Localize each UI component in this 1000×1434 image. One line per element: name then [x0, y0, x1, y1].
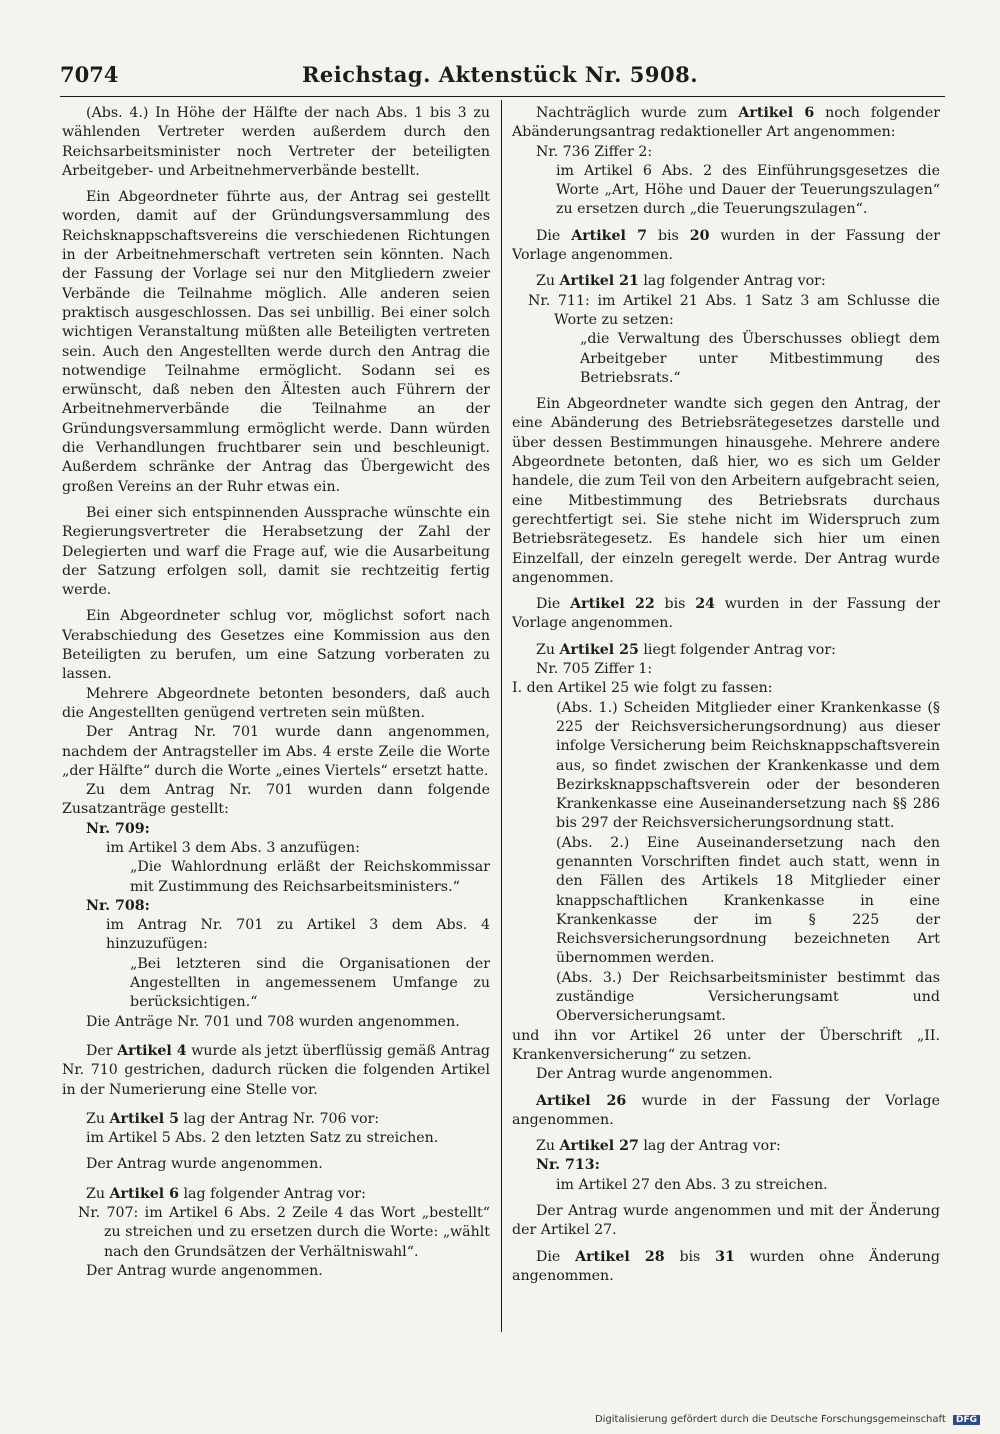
paragraph — [512, 1092, 940, 1131]
motion-number: Nr. 736 Ziffer 2: — [536, 143, 653, 160]
article-reference: 24 — [695, 596, 715, 613]
motion-number: Nr. 713: — [536, 1157, 600, 1174]
paragraph-text: bis — [654, 596, 696, 613]
paragraph: Zu dem Antrag Nr. 701 wurden dann folgende Zusatzanträge gestellt: — [62, 782, 490, 818]
page-header — [60, 58, 940, 98]
paragraph-text: Zu — [86, 1110, 110, 1127]
article-reference: Artikel 6 — [738, 105, 815, 121]
paragraph-text: Der — [86, 1042, 118, 1059]
right-column — [512, 104, 940, 1286]
paragraph — [62, 1110, 490, 1129]
running-title: Reichstag. Aktenstück Nr. 5908. — [301, 62, 699, 87]
paragraph-text: lag der Antrag Nr. 706 vor: — [179, 1110, 380, 1127]
motion-number: Nr. 705 Ziffer 1: — [536, 661, 653, 678]
paragraph-text: lag folgender Antrag vor: — [638, 273, 826, 290]
motion-text: im Antrag Nr. 701 zu Artikel 3 dem Abs. 4 hinzuzufügen: — [106, 917, 490, 953]
paragraph-text: lag folgender Antrag vor: — [179, 1185, 366, 1202]
article-reference: Artikel 28 — [575, 1248, 665, 1265]
paragraph — [512, 641, 940, 660]
paragraph-text: bis — [647, 227, 690, 244]
footer-credit — [595, 1414, 980, 1425]
article-reference: Artikel 27 — [559, 1138, 639, 1155]
left-column — [62, 104, 490, 1281]
paragraph-text: wurden ohne Änderung angenommen. — [512, 1248, 941, 1284]
article-reference: Artikel 4 — [117, 1042, 187, 1059]
paragraph — [62, 1185, 490, 1204]
paragraph — [512, 1248, 940, 1287]
motion-text: im Artikel 27 den Abs. 3 zu streichen. — [556, 1176, 828, 1193]
paragraph-text: Zu — [536, 273, 560, 290]
paragraph: Der Antrag wurde angenommen. — [536, 1066, 773, 1083]
paragraph: Ein Abgeordneter schlug vor, möglichst sofort nach Verabschiedung des Gesetzes eine Kommission aus den Beteiligten zu berufen, um eine Satzung vorberaten zu lassen. — [62, 608, 490, 683]
dfg-logo: DFG — [953, 1415, 980, 1425]
paragraph: Der Antrag wurde angenommen. — [86, 1262, 323, 1279]
motion-text: Nr. 707: im Artikel 6 Abs. 2 Zeile 4 das Wort „bestellt“ zu streichen und zu ersetzen durch die Worte: „wählt nach den Grundsätzen der Verhältniswahl“. — [78, 1205, 490, 1260]
paragraph-text: Zu — [536, 1138, 560, 1155]
paragraph — [512, 595, 940, 634]
motion-quote: (Abs. 2.) Eine Auseinandersetzung nach den genannten Vorschriften findet auch statt, wenn in den Fällen des Artikels 18 Mitglieder einer knappschaftlichen Krankenkasse in eine Krankenkasse der im § 225 der Reichsversicherungsordnung bezeichneten Art übernommen werden. — [556, 834, 940, 967]
paragraph — [512, 1137, 940, 1156]
paragraph: (Abs. 4.) In Höhe der Hälfte der nach Abs. 1 bis 3 zu wählenden Vertreter werden außerdem durch den Reichsarbeitsminister noch Vertreter der beteiligten Arbeitgeber- und Arbeitnehmerverbände bestellt. — [62, 105, 490, 179]
motion-number: Nr. 708: — [86, 897, 150, 914]
paragraph — [512, 227, 940, 266]
paragraph-text: noch folgender Abänderungsantrag redaktioneller Art angenommen: — [512, 105, 940, 141]
header-rule — [60, 96, 945, 97]
motion-text: im Artikel 6 Abs. 2 des Einführungsgesetzes die Worte „Art, Höhe und Dauer der Teuerungszulagen“ zu ersetzen durch „die Teuerungszulagen“. — [556, 162, 940, 218]
motion-number: Nr. 709: — [86, 820, 150, 837]
article-reference: Artikel 5 — [109, 1110, 179, 1127]
paragraph: Ein Abgeordneter wandte sich gegen den Antrag, der eine Abänderung des Betriebsrätegesetzes darstelle und über dessen Bestimmungen hinausgehe. Mehrere andere Abgeordnete betonten, daß hier, wo es sich um Gelder handele, die zum Teil von den Arbeitern aufgebracht seien, eine Mitbestimmung des Betriebsrats durchaus gerechtfertigt sei. Sie stehe nicht im Widerspruch zum Betriebsrätegesetz. Es handele sich hier um einen Einzelfall, der einzeln geregelt werde. Der Antrag wurde angenommen. — [512, 396, 940, 586]
article-reference: Artikel 25 — [559, 641, 639, 658]
motion-text: I. den Artikel 25 wie folgt zu fassen: — [512, 680, 773, 697]
article-reference: Artikel 21 — [559, 273, 639, 290]
motion-quote: „Die Wahlordnung erläßt der Reichskommissar mit Zustimmung des Reichsarbeitsministers.“ — [130, 859, 490, 895]
article-reference: Artikel 26 — [536, 1092, 627, 1109]
paragraph-text: Zu — [86, 1185, 110, 1202]
motion-quote: (Abs. 1.) Scheiden Mitglieder einer Krankenkasse (§ 225 der Reichsversicherungsordnung) aus dieser infolge Versicherung beim Reichsknappschaftsverein aus, so findet zwischen der Krankenkasse und dem Bezirksknappschaftsverein oder der besonderen Krankenkasse eine Auseinandersetzung nach §§ 286 bis 297 der Reichsversicherungsordnung statt. — [556, 699, 940, 832]
paragraph — [512, 272, 940, 291]
paragraph-text: wurden in der Fassung der Vorlage angenommen. — [512, 596, 940, 632]
paragraph: Ein Abgeordneter führte aus, der Antrag sei gestellt worden, damit auf der Gründungsversammlung des Reichsknappschaftsvereins die verschiedenen Richtungen in der Arbeitnehmerschaft vertreten sein könnten. Nach der Fassung der Vorlage sei nur den Mitgliedern zweier Verbände die Teilnahme möglich. Alle anderen seien praktisch ausgeschlossen. Das sei unbillig. Bei einer solch wichtigen Veranstaltung müßten alle Beteiligten vertreten sein. Auch den Angestellten werde durch den Antrag die notwendige Teilnahme ermöglicht. Sodann sei es erwünscht, daß neben den Ältesten auch Führern der Arbeitnehmerverbände die Teilnahme an der Gründungsversammlung ermöglicht werde. Dann würden die Verhandlungen fruchtbarer sein und beschleunigt. Außerdem schränke der Antrag das Übergewicht des großen Vereins an der Ruhr etwas ein. — [62, 189, 490, 495]
article-reference: 20 — [689, 227, 710, 244]
page-number: 7074 — [60, 62, 119, 87]
article-reference: Artikel 6 — [109, 1185, 179, 1202]
paragraph-text: bis — [664, 1248, 716, 1265]
paragraph-text: Die — [536, 1248, 576, 1265]
motion-text: im Artikel 5 Abs. 2 den letzten Satz zu streichen. — [86, 1130, 439, 1147]
paragraph — [512, 104, 940, 143]
column-divider — [501, 100, 502, 1332]
article-reference: 31 — [715, 1248, 735, 1265]
motion-quote: „Bei letzteren sind die Organisationen der Angestellten in angemessenem Umfange zu berücksichtigen.“ — [130, 955, 490, 1011]
paragraph: Mehrere Abgeordnete betonten besonders, daß auch die Angestellten genügend vertreten sein müßten. — [62, 685, 490, 721]
paragraph-text: wurde als jetzt überflüssig gemäß Antrag Nr. 710 gestrichen, dadurch rücken die folgenden Artikel in der Numerierung eine Stelle vor. — [62, 1042, 490, 1098]
article-reference: Artikel 22 — [570, 596, 655, 613]
paragraph: und ihn vor Artikel 26 unter der Überschrift „II. Krankenversicherung“ zu setzen. — [512, 1027, 940, 1063]
paragraph: Der Antrag Nr. 701 wurde dann angenommen, nachdem der Antragsteller im Abs. 4 erste Zeile die Worte „der Hälfte“ durch die Worte „eines Viertels“ ersetzt hatte. — [62, 724, 490, 779]
motion-quote: (Abs. 3.) Der Reichsarbeitsminister bestimmt das zuständige Versicherungsamt und Oberversicherungsamt. — [556, 969, 940, 1025]
motion-text: Nr. 711: im Artikel 21 Abs. 1 Satz 3 am Schlusse die Worte zu setzen: — [528, 292, 940, 328]
paragraph: Der Antrag wurde angenommen. — [86, 1156, 323, 1173]
paragraph-text: Die — [536, 596, 571, 613]
paragraph-text: Zu — [536, 641, 560, 658]
footer-text: Digitalisierung gefördert durch die Deutsche Forschungsgemeinschaft — [594, 1414, 946, 1425]
paragraph: Der Antrag wurde angenommen und mit der Änderung der Artikel 27. — [512, 1203, 940, 1239]
paragraph-text: wurde in der Fassung der Vorlage angenommen. — [512, 1092, 941, 1128]
article-reference: Artikel 7 — [571, 227, 648, 244]
paragraph-text: liegt folgender Antrag vor: — [638, 641, 836, 658]
paragraph-text: lag der Antrag vor: — [638, 1138, 781, 1155]
motion-text: im Artikel 3 dem Abs. 3 anzufügen: — [106, 839, 360, 856]
paragraph-text: Die — [536, 227, 572, 244]
paragraph: Bei einer sich entspinnenden Aussprache wünschte ein Regierungsvertreter die Herabsetzung der Zahl der Delegierten und warf die Frage auf, wie die Ausarbeitung der Satzung erfolgen soll, damit sie rechtzeitig fertig werde. — [62, 504, 490, 599]
paragraph — [62, 1042, 490, 1100]
paragraph-text: wurden in der Fassung der Vorlage angenommen. — [512, 227, 941, 264]
paragraph-text: Nachträglich wurde zum — [536, 105, 739, 121]
paragraph: Die Anträge Nr. 701 und 708 wurden angenommen. — [86, 1013, 460, 1030]
motion-quote: „die Verwaltung des Überschusses obliegt dem Arbeitgeber unter Mitbestimmung des Betriebsrats.“ — [580, 331, 940, 386]
